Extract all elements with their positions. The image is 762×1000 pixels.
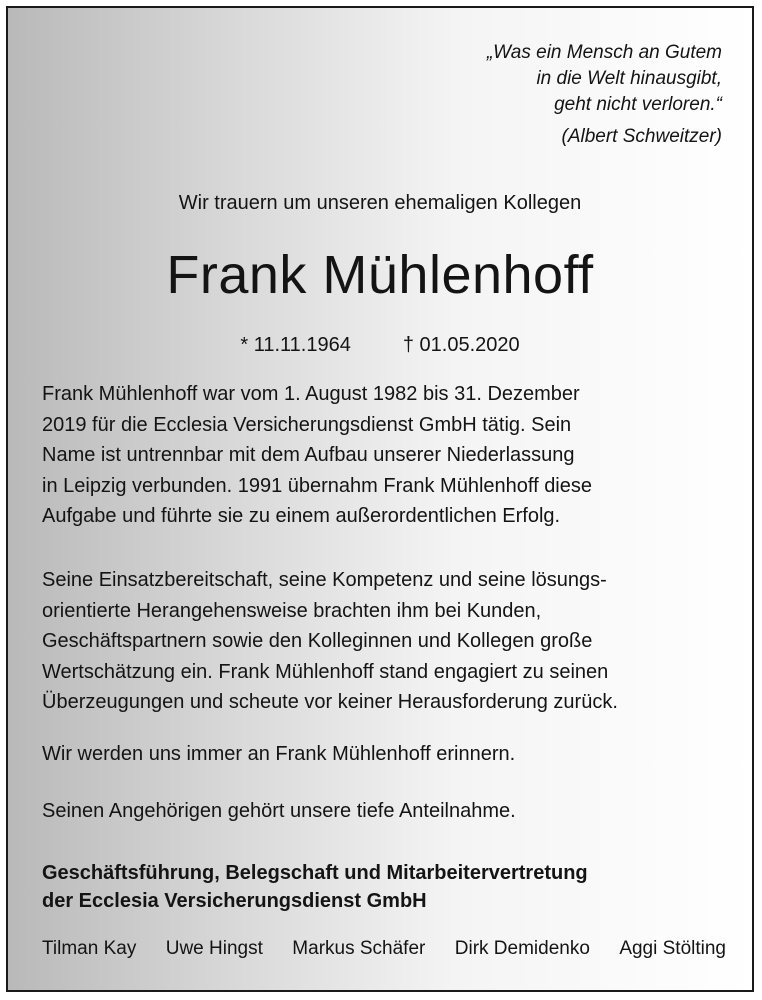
signatory-name: Markus Schäfer [292, 938, 426, 959]
signatories [42, 938, 726, 960]
signatory-name: Tilman Kay [42, 938, 137, 959]
text-line: Name ist untrennbar mit dem Aufbau unserer Niederlassung [42, 444, 575, 466]
text-line: Seinen Angehörigen gehört unsere tiefe Anteilnahme. [42, 800, 516, 822]
text-line: Wertschätzung ein. Frank Mühlenhoff stand engagiert zu seinen [42, 660, 609, 683]
intro-text: Wir trauern um unseren ehemaligen Kollegen [178, 192, 582, 214]
text-line: Geschäftspartnern sowie den Kolleginnen und Kollegen große [42, 630, 593, 652]
text-line: 2019 für die Ecclesia Versicherungsdienst GmbH tätig. Sein [42, 413, 572, 436]
signatory-name: Dirk Demidenko [454, 938, 590, 959]
quote-author: (Albert Schweitzer) [561, 126, 722, 147]
text-line: in Leipzig verbunden. 1991 übernahm Frank Mühlenhoff diese [42, 474, 592, 497]
paragraph-condolence [42, 796, 732, 827]
signoff-line: der Ecclesia Versicherungsdienst GmbH [42, 890, 427, 912]
birth-date: * 11.11.1964 [240, 334, 351, 356]
signatory-name: Aggi Stölting [619, 938, 726, 959]
text-line: orientierte Herangehensweise brachten ihm bei Kunden, [42, 599, 542, 622]
text-line: Seine Einsatzbereitschaft, seine Kompetenz und seine lösungs- [42, 569, 607, 591]
paragraph-remembrance [42, 739, 732, 770]
paragraph-character [42, 565, 732, 718]
quote-line: „Was ein Mensch an Gutem [486, 42, 722, 63]
text-line: Wir werden uns immer an Frank Mühlenhoff erinnern. [42, 743, 516, 765]
text-line: Überzeugungen und scheute vor keiner Herausforderung zurück. [42, 691, 618, 713]
signoff-organization [42, 859, 588, 915]
text-line: Aufgabe und führte sie zu einem außerordentlichen Erfolg. [42, 505, 561, 527]
text-line: Frank Mühlenhoff war vom 1. August 1982 bis 31. Dezember [42, 383, 580, 405]
signatory-name: Uwe Hingst [165, 938, 263, 959]
death-date: † 01.05.2020 [402, 334, 520, 356]
quote-line: geht nicht verloren.“ [554, 94, 722, 115]
paragraph-career [42, 379, 732, 532]
signoff-line: Geschäftsführung, Belegschaft und Mitarbeitervertretung [42, 862, 588, 884]
quote-block [487, 40, 722, 150]
deceased-name: Frank Mühlenhoff [166, 245, 594, 305]
quote-line: in die Welt hinausgibt, [536, 68, 722, 89]
life-dates [8, 334, 752, 357]
obituary-notice [6, 6, 754, 992]
